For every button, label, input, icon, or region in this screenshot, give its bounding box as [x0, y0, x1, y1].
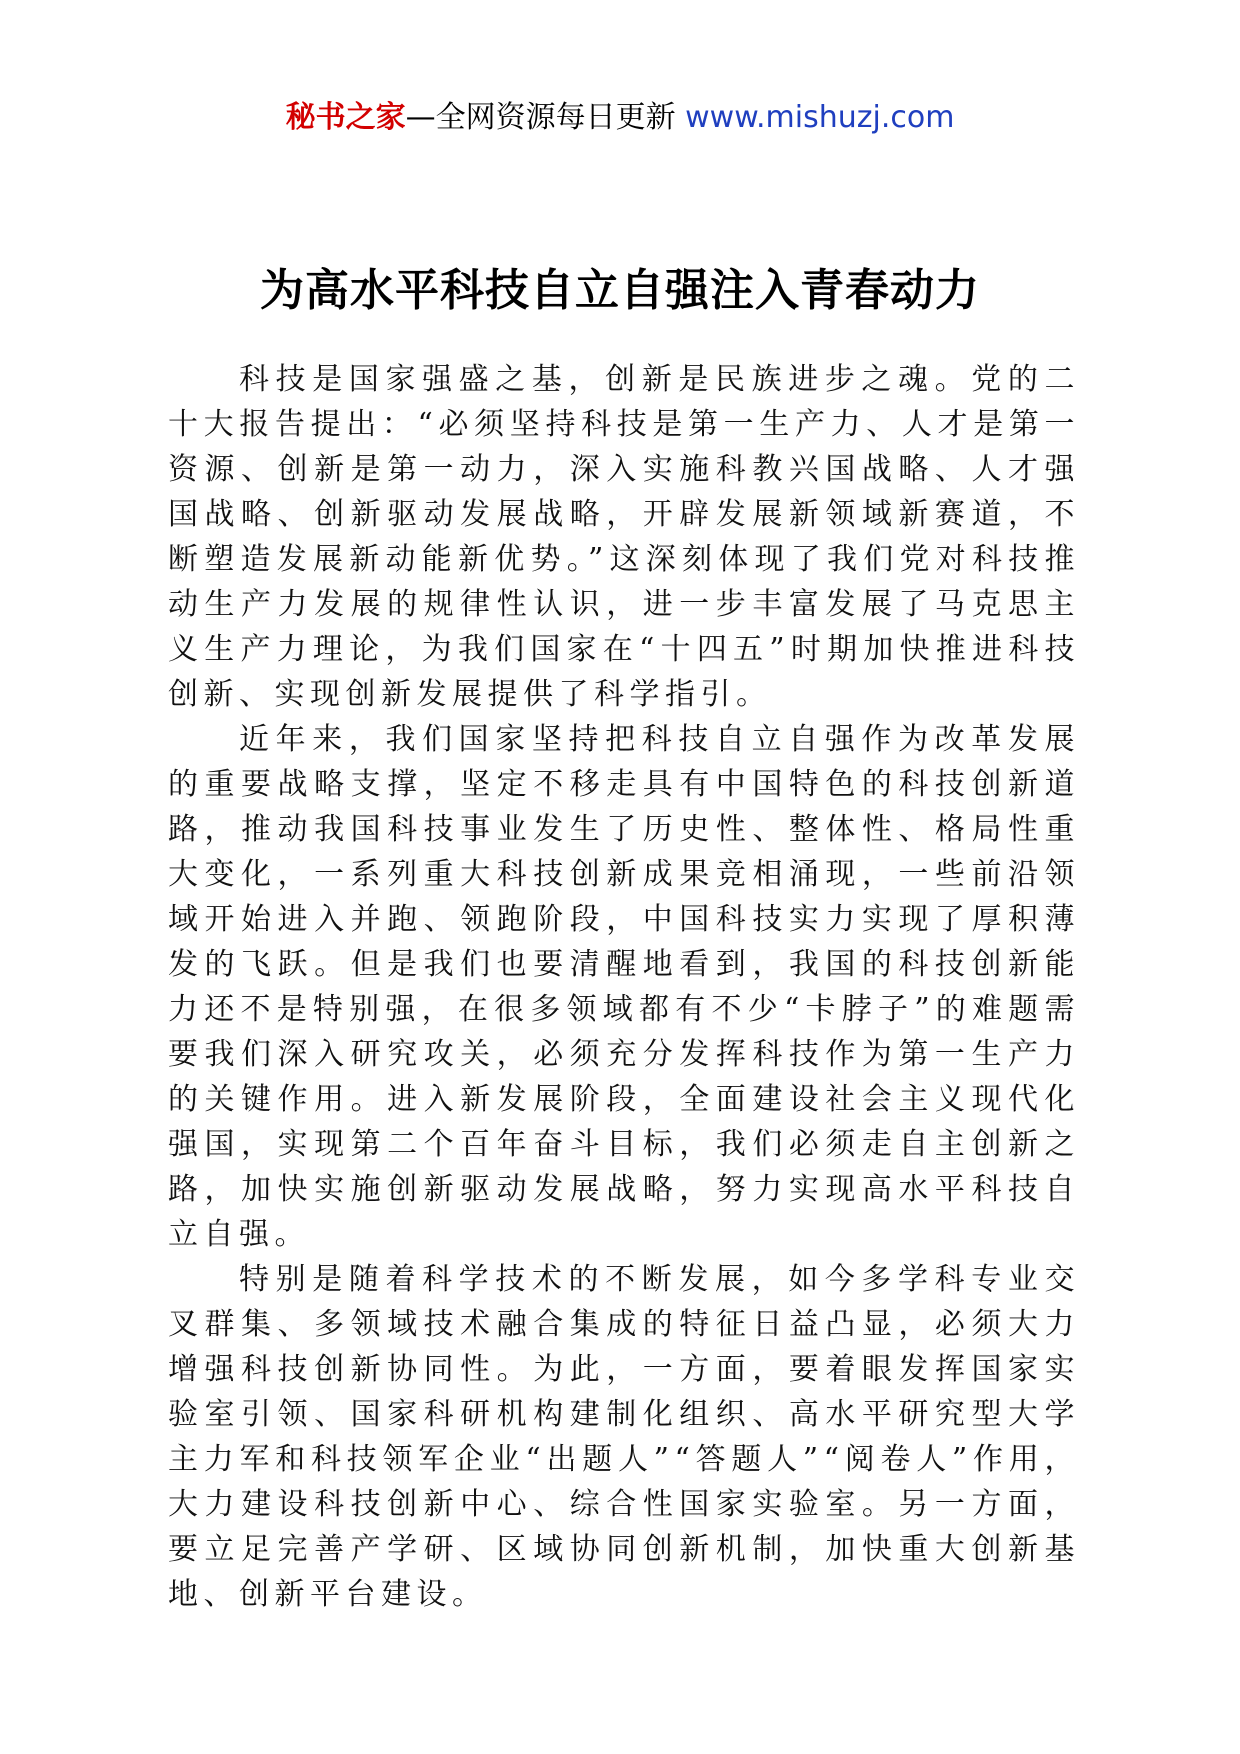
- site-header: [0, 98, 1240, 138]
- document-title: 为高水平科技自立自强注入青春动力: [260, 265, 980, 317]
- site-tagline: —全网资源每日更新: [405, 100, 676, 135]
- site-url-link[interactable]: www.mishuzj.com: [685, 100, 955, 135]
- paragraph: 近年来，我们国家坚持把科技自立自强作为改革发展的重要战略支撑，坚定不移走具有中国特色的科技创新道路，推动我国科技事业发生了历史性、整体性、格局性重大变化，一系列重大科技创新成果竞相涌现，一些前沿领域开始进入并跑、领跑阶段，中国科技实力实现了厚积薄发的飞跃。但是我们也要清醒地看到，我国的科技创新能力还不是特别强，在很多领域都有不少“卡脖子”的难题需要我们深入研究攻关，必须充分发挥科技作为第一生产力的关键作用。进入新发展阶段，全面建设社会主义现代化强国，实现第二个百年奋斗目标，我们必须走自主创新之路，加快实施创新驱动发展战略，努力实现高水平科技自立自强。: [168, 722, 1080, 1252]
- site-brand: 秘书之家: [285, 100, 406, 135]
- paragraph: 特别是随着科学技术的不断发展，如今多学科专业交叉群集、多领域技术融合集成的特征日益凸显，必须大力增强科技创新协同性。为此，一方面，要着眼发挥国家实验室引领、国家科研机构建制化组织、高水平研究型大学主力军和科技领军企业“出题人”“答题人”“阅卷人”作用，大力建设科技创新中心、综合性国家实验室。另一方面，要立足完善产学研、区域协同创新机制，加快重大创新基地、创新平台建设。: [168, 1262, 1080, 1612]
- paragraph: 科技是国家强盛之基，创新是民族进步之魂。党的二十大报告提出：“必须坚持科技是第一生产力、人才是第一资源、创新是第一动力，深入实施科教兴国战略、人才强国战略、创新驱动发展战略，开辟发展新领域新赛道，不断塑造发展新动能新优势。”这深刻体现了我们党对科技推动生产力发展的规律性认识，进一步丰富发展了马克思主义生产力理论，为我们国家在“十四五”时期加快推进科技创新、实现创新发展提供了科学指引。: [168, 362, 1080, 712]
- document-body: [168, 357, 1080, 1617]
